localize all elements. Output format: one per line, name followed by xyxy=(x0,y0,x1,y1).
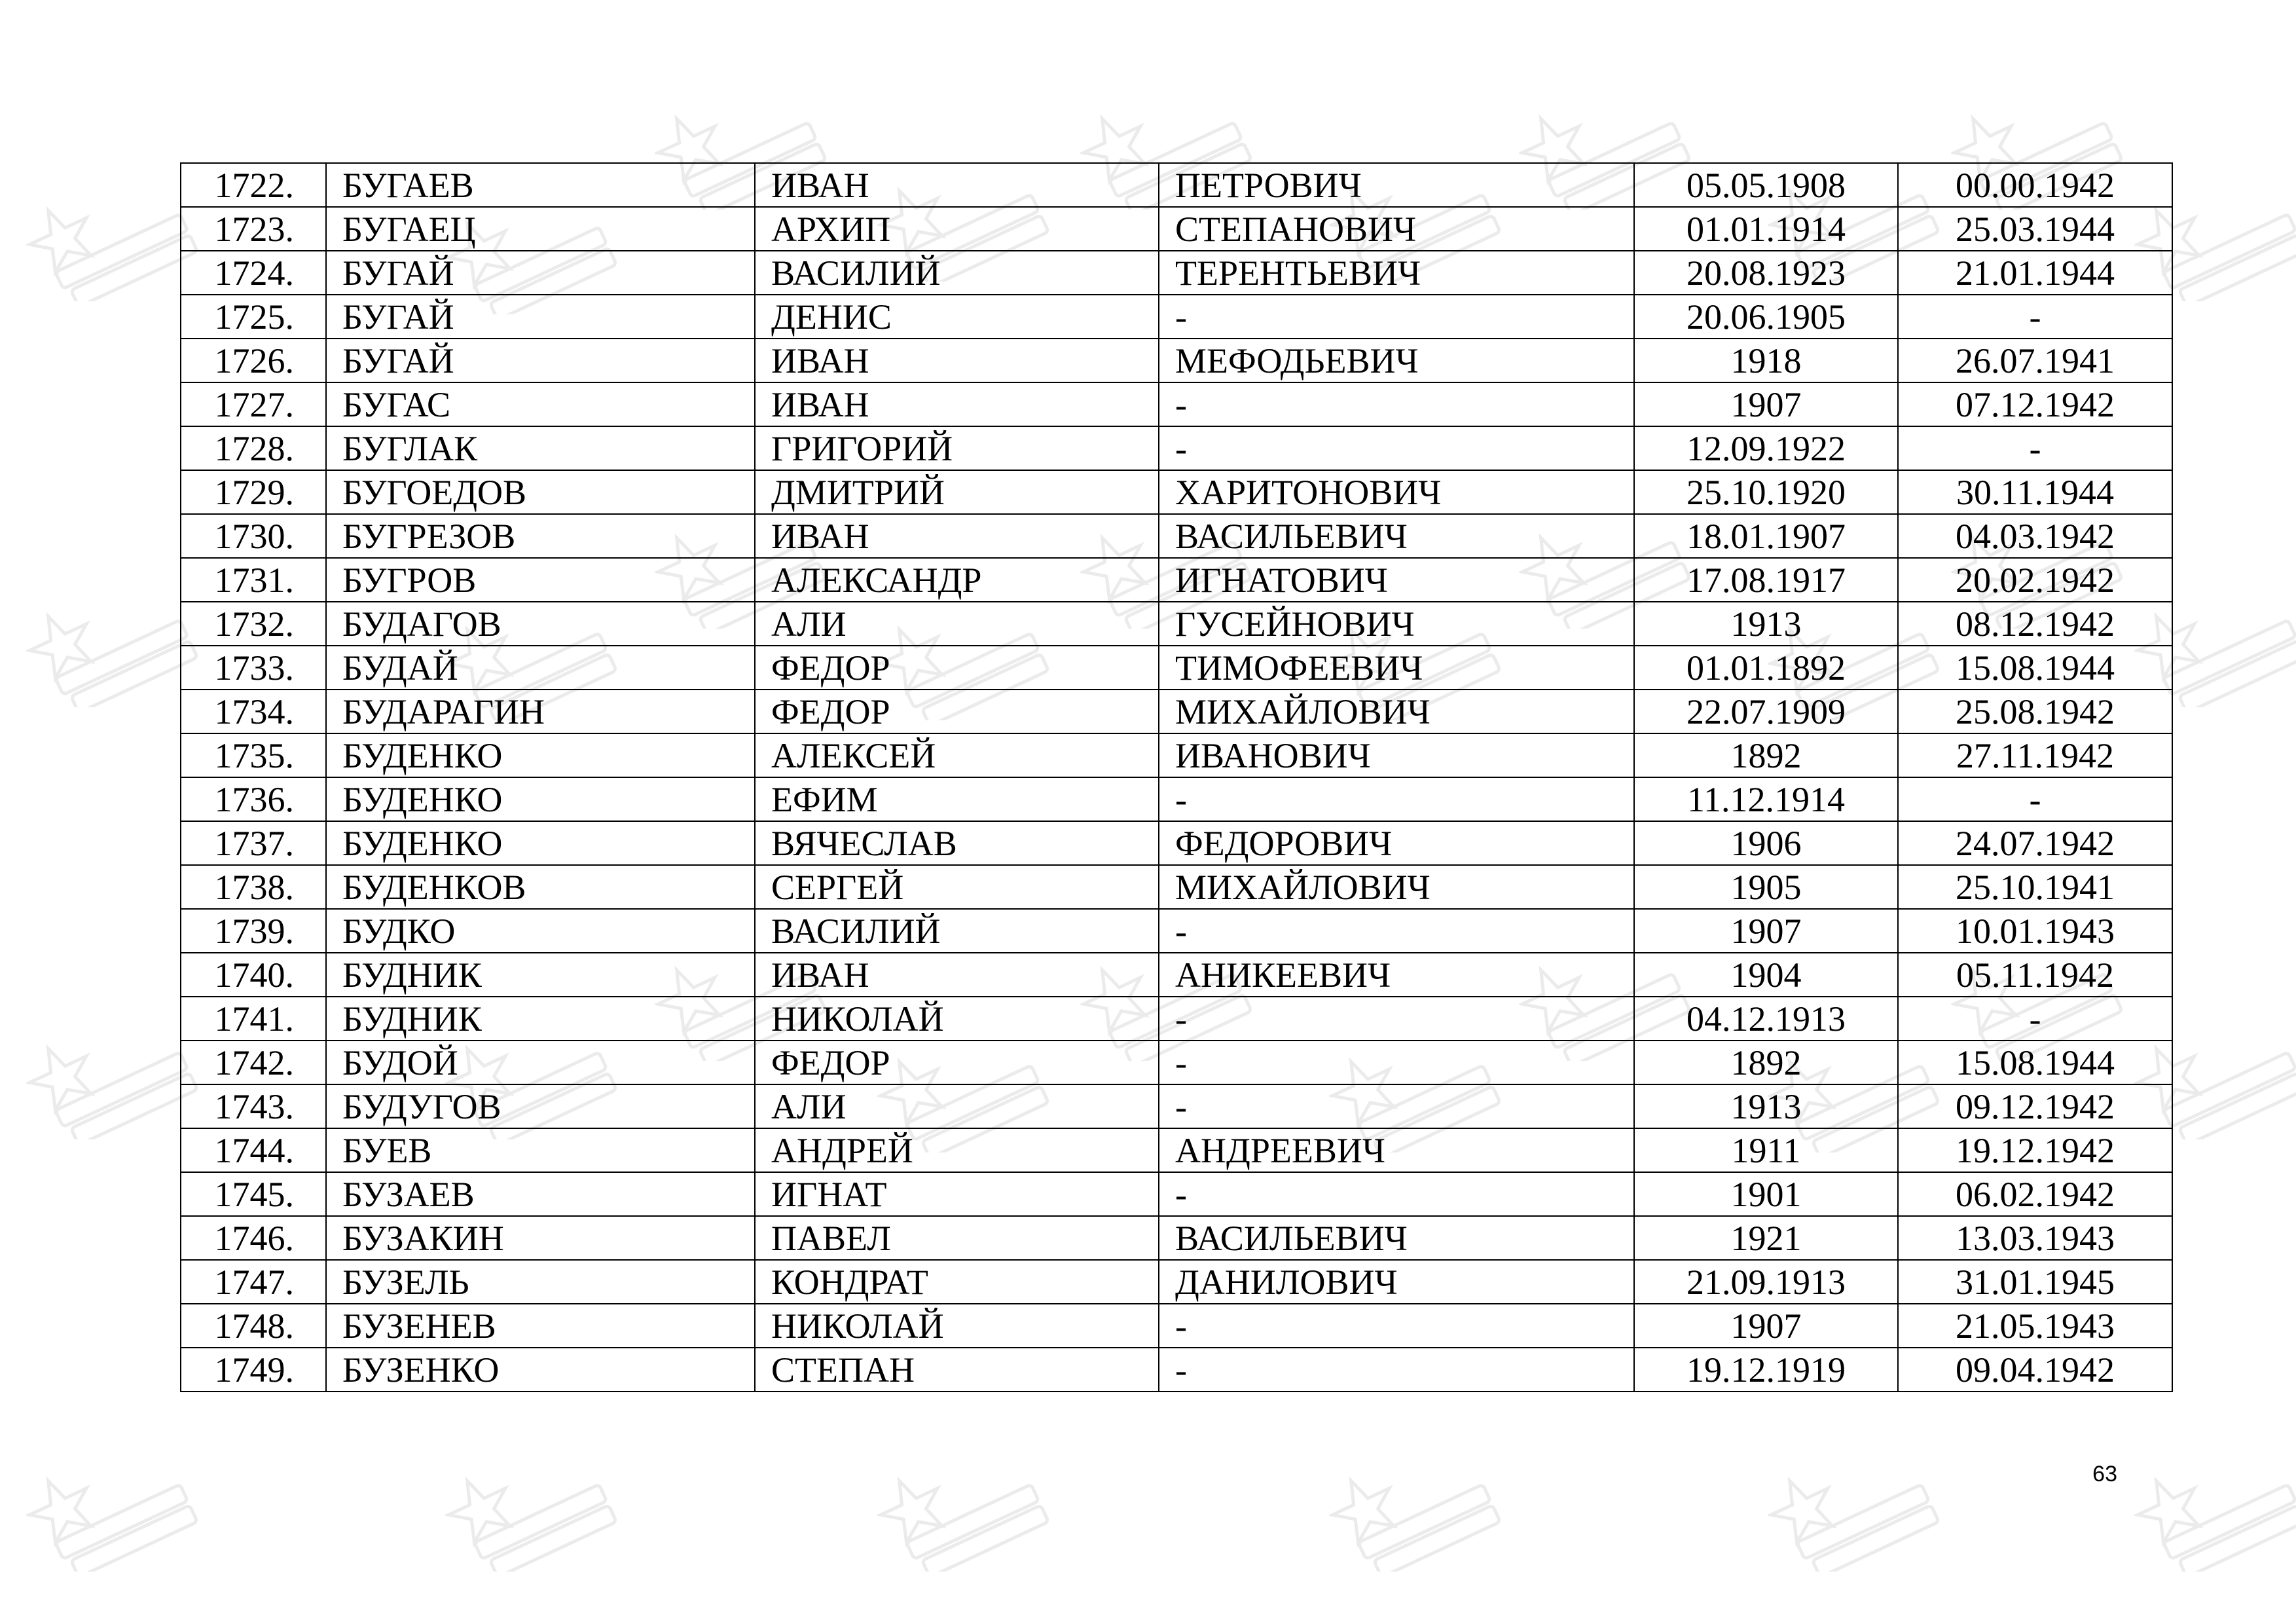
patronymic-cell: - xyxy=(1159,997,1634,1041)
table-row xyxy=(181,1128,2172,1172)
surname-cell: БУДЕНКО xyxy=(326,777,755,821)
record-number: 1727. xyxy=(181,382,326,426)
birth-date-cell: 1921 xyxy=(1634,1216,1898,1260)
death-date-cell: 30.11.1944 xyxy=(1898,470,2172,514)
birth-date-cell: 1904 xyxy=(1634,953,1898,997)
patronymic-cell: МИХАЙЛОВИЧ xyxy=(1159,690,1634,733)
patronymic-cell: ИВАНОВИЧ xyxy=(1159,733,1634,777)
record-number: 1739. xyxy=(181,909,326,953)
record-number: 1728. xyxy=(181,426,326,470)
record-number: 1724. xyxy=(181,251,326,295)
death-date-cell: 25.03.1944 xyxy=(1898,207,2172,251)
patronymic-cell: ИГНАТОВИЧ xyxy=(1159,558,1634,602)
birth-date-cell: 1905 xyxy=(1634,865,1898,909)
patronymic-cell: - xyxy=(1159,1041,1634,1084)
birth-date-cell: 11.12.1914 xyxy=(1634,777,1898,821)
table-row xyxy=(181,339,2172,382)
surname-cell: БУГАЙ xyxy=(326,295,755,339)
birth-date-cell: 1913 xyxy=(1634,1084,1898,1128)
table-row xyxy=(181,690,2172,733)
death-date-cell: 26.07.1941 xyxy=(1898,339,2172,382)
surname-cell: БУДАРАГИН xyxy=(326,690,755,733)
record-number: 1747. xyxy=(181,1260,326,1304)
register-table xyxy=(180,162,2173,1392)
patronymic-cell: ДАНИЛОВИЧ xyxy=(1159,1260,1634,1304)
patronymic-cell: ВАСИЛЬЕВИЧ xyxy=(1159,514,1634,558)
record-number: 1733. xyxy=(181,646,326,690)
record-number: 1735. xyxy=(181,733,326,777)
birth-date-cell: 1913 xyxy=(1634,602,1898,646)
patronymic-cell: - xyxy=(1159,1172,1634,1216)
birth-date-cell: 01.01.1892 xyxy=(1634,646,1898,690)
birth-date-cell: 1918 xyxy=(1634,339,1898,382)
first-name-cell: ИВАН xyxy=(755,163,1159,207)
patronymic-cell: ХАРИТОНОВИЧ xyxy=(1159,470,1634,514)
table-row xyxy=(181,909,2172,953)
patronymic-cell: МИХАЙЛОВИЧ xyxy=(1159,865,1634,909)
birth-date-cell: 1907 xyxy=(1634,1304,1898,1348)
watermark-stamp xyxy=(1768,1441,1951,1572)
first-name-cell: ДЕНИС xyxy=(755,295,1159,339)
first-name-cell: ВАСИЛИЙ xyxy=(755,909,1159,953)
surname-cell: БУГАЙ xyxy=(326,251,755,295)
first-name-cell: НИКОЛАЙ xyxy=(755,997,1159,1041)
surname-cell: БУГРЕЗОВ xyxy=(326,514,755,558)
death-date-cell: 04.03.1942 xyxy=(1898,514,2172,558)
birth-date-cell: 01.01.1914 xyxy=(1634,207,1898,251)
first-name-cell: НИКОЛАЙ xyxy=(755,1304,1159,1348)
death-date-cell: 20.02.1942 xyxy=(1898,558,2172,602)
surname-cell: БУЗАЕВ xyxy=(326,1172,755,1216)
death-date-cell: 15.08.1944 xyxy=(1898,1041,2172,1084)
table-row xyxy=(181,1216,2172,1260)
death-date-cell: 08.12.1942 xyxy=(1898,602,2172,646)
birth-date-cell: 1892 xyxy=(1634,1041,1898,1084)
surname-cell: БУДУГОВ xyxy=(326,1084,755,1128)
first-name-cell: ИВАН xyxy=(755,339,1159,382)
patronymic-cell: - xyxy=(1159,1084,1634,1128)
patronymic-cell: ГУСЕЙНОВИЧ xyxy=(1159,602,1634,646)
record-number: 1734. xyxy=(181,690,326,733)
patronymic-cell: - xyxy=(1159,777,1634,821)
death-date-cell: 05.11.1942 xyxy=(1898,953,2172,997)
record-number: 1729. xyxy=(181,470,326,514)
death-date-cell: 25.08.1942 xyxy=(1898,690,2172,733)
table-row xyxy=(181,470,2172,514)
patronymic-cell: ВАСИЛЬЕВИЧ xyxy=(1159,1216,1634,1260)
first-name-cell: ВЯЧЕСЛАВ xyxy=(755,821,1159,865)
first-name-cell: АЛИ xyxy=(755,602,1159,646)
watermark-star-icon xyxy=(26,197,101,277)
birth-date-cell: 18.01.1907 xyxy=(1634,514,1898,558)
register-body xyxy=(181,163,2172,1392)
record-number: 1725. xyxy=(181,295,326,339)
birth-date-cell: 20.06.1905 xyxy=(1634,295,1898,339)
watermark-star-icon xyxy=(1329,1467,1404,1547)
first-name-cell: АРХИП xyxy=(755,207,1159,251)
first-name-cell: ФЕДОР xyxy=(755,690,1159,733)
death-date-cell: 25.10.1941 xyxy=(1898,865,2172,909)
watermark-star-icon xyxy=(877,1467,953,1547)
record-number: 1738. xyxy=(181,865,326,909)
watermark-star-icon xyxy=(26,1035,101,1115)
surname-cell: БУГЛАК xyxy=(326,426,755,470)
table-row xyxy=(181,1260,2172,1304)
table-row xyxy=(181,426,2172,470)
death-date-cell: 21.05.1943 xyxy=(1898,1304,2172,1348)
patronymic-cell: - xyxy=(1159,426,1634,470)
patronymic-cell: АНДРЕЕВИЧ xyxy=(1159,1128,1634,1172)
watermark-stamp xyxy=(2134,1441,2296,1572)
surname-cell: БУЗАКИН xyxy=(326,1216,755,1260)
death-date-cell: - xyxy=(1898,295,2172,339)
record-number: 1742. xyxy=(181,1041,326,1084)
table-row xyxy=(181,997,2172,1041)
death-date-cell: 09.12.1942 xyxy=(1898,1084,2172,1128)
first-name-cell: ИГНАТ xyxy=(755,1172,1159,1216)
birth-date-cell: 1911 xyxy=(1634,1128,1898,1172)
first-name-cell: ИВАН xyxy=(755,514,1159,558)
record-number: 1741. xyxy=(181,997,326,1041)
table-row xyxy=(181,514,2172,558)
record-number: 1744. xyxy=(181,1128,326,1172)
record-number: 1736. xyxy=(181,777,326,821)
surname-cell: БУЗЕНЕВ xyxy=(326,1304,755,1348)
death-date-cell: 15.08.1944 xyxy=(1898,646,2172,690)
surname-cell: БУДНИК xyxy=(326,997,755,1041)
surname-cell: БУДЕНКО xyxy=(326,821,755,865)
watermark-stamp xyxy=(26,1441,210,1572)
birth-date-cell: 20.08.1923 xyxy=(1634,251,1898,295)
death-date-cell: 07.12.1942 xyxy=(1898,382,2172,426)
table-row xyxy=(181,821,2172,865)
first-name-cell: ДМИТРИЙ xyxy=(755,470,1159,514)
patronymic-cell: - xyxy=(1159,1304,1634,1348)
table-row xyxy=(181,777,2172,821)
page-number: 63 xyxy=(2092,1462,2117,1486)
first-name-cell: СТЕПАН xyxy=(755,1348,1159,1392)
table-row xyxy=(181,163,2172,207)
birth-date-cell: 22.07.1909 xyxy=(1634,690,1898,733)
birth-date-cell: 1906 xyxy=(1634,821,1898,865)
birth-date-cell: 05.05.1908 xyxy=(1634,163,1898,207)
first-name-cell: ПАВЕЛ xyxy=(755,1216,1159,1260)
watermark-star-icon xyxy=(445,1467,520,1547)
table-row xyxy=(181,1348,2172,1392)
patronymic-cell: ПЕТРОВИЧ xyxy=(1159,163,1634,207)
first-name-cell: ВАСИЛИЙ xyxy=(755,251,1159,295)
death-date-cell: 31.01.1945 xyxy=(1898,1260,2172,1304)
death-date-cell: 27.11.1942 xyxy=(1898,733,2172,777)
first-name-cell: ЕФИМ xyxy=(755,777,1159,821)
table-row xyxy=(181,207,2172,251)
surname-cell: БУГРОВ xyxy=(326,558,755,602)
table-row xyxy=(181,602,2172,646)
record-number: 1743. xyxy=(181,1084,326,1128)
record-number: 1731. xyxy=(181,558,326,602)
surname-cell: БУДКО xyxy=(326,909,755,953)
death-date-cell: 10.01.1943 xyxy=(1898,909,2172,953)
record-number: 1740. xyxy=(181,953,326,997)
patronymic-cell: ТЕРЕНТЬЕВИЧ xyxy=(1159,251,1634,295)
record-number: 1745. xyxy=(181,1172,326,1216)
birth-date-cell: 1907 xyxy=(1634,382,1898,426)
surname-cell: БУДНИК xyxy=(326,953,755,997)
birth-date-cell: 1907 xyxy=(1634,909,1898,953)
death-date-cell: 19.12.1942 xyxy=(1898,1128,2172,1172)
patronymic-cell: - xyxy=(1159,1348,1634,1392)
surname-cell: БУДАГОВ xyxy=(326,602,755,646)
first-name-cell: СЕРГЕЙ xyxy=(755,865,1159,909)
table-row xyxy=(181,1041,2172,1084)
birth-date-cell: 25.10.1920 xyxy=(1634,470,1898,514)
surname-cell: БУГАЕЦ xyxy=(326,207,755,251)
table-row xyxy=(181,251,2172,295)
death-date-cell: - xyxy=(1898,426,2172,470)
birth-date-cell: 04.12.1913 xyxy=(1634,997,1898,1041)
record-number: 1737. xyxy=(181,821,326,865)
table-row xyxy=(181,733,2172,777)
first-name-cell: ИВАН xyxy=(755,382,1159,426)
patronymic-cell: СТЕПАНОВИЧ xyxy=(1159,207,1634,251)
birth-date-cell: 19.12.1919 xyxy=(1634,1348,1898,1392)
patronymic-cell: - xyxy=(1159,909,1634,953)
birth-date-cell: 1892 xyxy=(1634,733,1898,777)
watermark-star-icon xyxy=(26,603,101,683)
death-date-cell: 13.03.1943 xyxy=(1898,1216,2172,1260)
table-row xyxy=(181,558,2172,602)
first-name-cell: ФЕДОР xyxy=(755,646,1159,690)
record-number: 1749. xyxy=(181,1348,326,1392)
watermark-stamp xyxy=(445,1441,629,1572)
table-row xyxy=(181,865,2172,909)
table-row xyxy=(181,953,2172,997)
patronymic-cell: - xyxy=(1159,295,1634,339)
record-number: 1722. xyxy=(181,163,326,207)
record-number: 1726. xyxy=(181,339,326,382)
first-name-cell: КОНДРАТ xyxy=(755,1260,1159,1304)
death-date-cell: 24.07.1942 xyxy=(1898,821,2172,865)
watermark-stamp xyxy=(877,1441,1061,1572)
watermark-star-icon xyxy=(1768,1467,1843,1547)
first-name-cell: ГРИГОРИЙ xyxy=(755,426,1159,470)
patronymic-cell: ФЕДОРОВИЧ xyxy=(1159,821,1634,865)
record-number: 1746. xyxy=(181,1216,326,1260)
patronymic-cell: МЕФОДЬЕВИЧ xyxy=(1159,339,1634,382)
table-row xyxy=(181,1172,2172,1216)
watermark-stamp xyxy=(1329,1441,1512,1572)
first-name-cell: АЛИ xyxy=(755,1084,1159,1128)
surname-cell: БУДАЙ xyxy=(326,646,755,690)
death-date-cell: 09.04.1942 xyxy=(1898,1348,2172,1392)
watermark-star-icon xyxy=(2134,1467,2210,1547)
first-name-cell: ФЕДОР xyxy=(755,1041,1159,1084)
surname-cell: БУДЕНКО xyxy=(326,733,755,777)
birth-date-cell: 1901 xyxy=(1634,1172,1898,1216)
death-date-cell: - xyxy=(1898,777,2172,821)
table-row xyxy=(181,1304,2172,1348)
death-date-cell: 21.01.1944 xyxy=(1898,251,2172,295)
surname-cell: БУГОЕДОВ xyxy=(326,470,755,514)
birth-date-cell: 12.09.1922 xyxy=(1634,426,1898,470)
death-date-cell: 00.00.1942 xyxy=(1898,163,2172,207)
first-name-cell: АЛЕКСЕЙ xyxy=(755,733,1159,777)
first-name-cell: ИВАН xyxy=(755,953,1159,997)
patronymic-cell: ТИМОФЕЕВИЧ xyxy=(1159,646,1634,690)
birth-date-cell: 21.09.1913 xyxy=(1634,1260,1898,1304)
death-date-cell: - xyxy=(1898,997,2172,1041)
surname-cell: БУДЕНКОВ xyxy=(326,865,755,909)
record-number: 1732. xyxy=(181,602,326,646)
surname-cell: БУДОЙ xyxy=(326,1041,755,1084)
surname-cell: БУЗЕЛЬ xyxy=(326,1260,755,1304)
table-row xyxy=(181,295,2172,339)
watermark-star-icon xyxy=(26,1467,101,1547)
surname-cell: БУЕВ xyxy=(326,1128,755,1172)
surname-cell: БУГАЙ xyxy=(326,339,755,382)
table-row xyxy=(181,382,2172,426)
first-name-cell: АНДРЕЙ xyxy=(755,1128,1159,1172)
patronymic-cell: АНИКЕЕВИЧ xyxy=(1159,953,1634,997)
table-row xyxy=(181,646,2172,690)
surname-cell: БУГАС xyxy=(326,382,755,426)
birth-date-cell: 17.08.1917 xyxy=(1634,558,1898,602)
record-number: 1748. xyxy=(181,1304,326,1348)
table-row xyxy=(181,1084,2172,1128)
patronymic-cell: - xyxy=(1159,382,1634,426)
record-number: 1730. xyxy=(181,514,326,558)
record-number: 1723. xyxy=(181,207,326,251)
death-date-cell: 06.02.1942 xyxy=(1898,1172,2172,1216)
surname-cell: БУЗЕНКО xyxy=(326,1348,755,1392)
first-name-cell: АЛЕКСАНДР xyxy=(755,558,1159,602)
surname-cell: БУГАЕВ xyxy=(326,163,755,207)
